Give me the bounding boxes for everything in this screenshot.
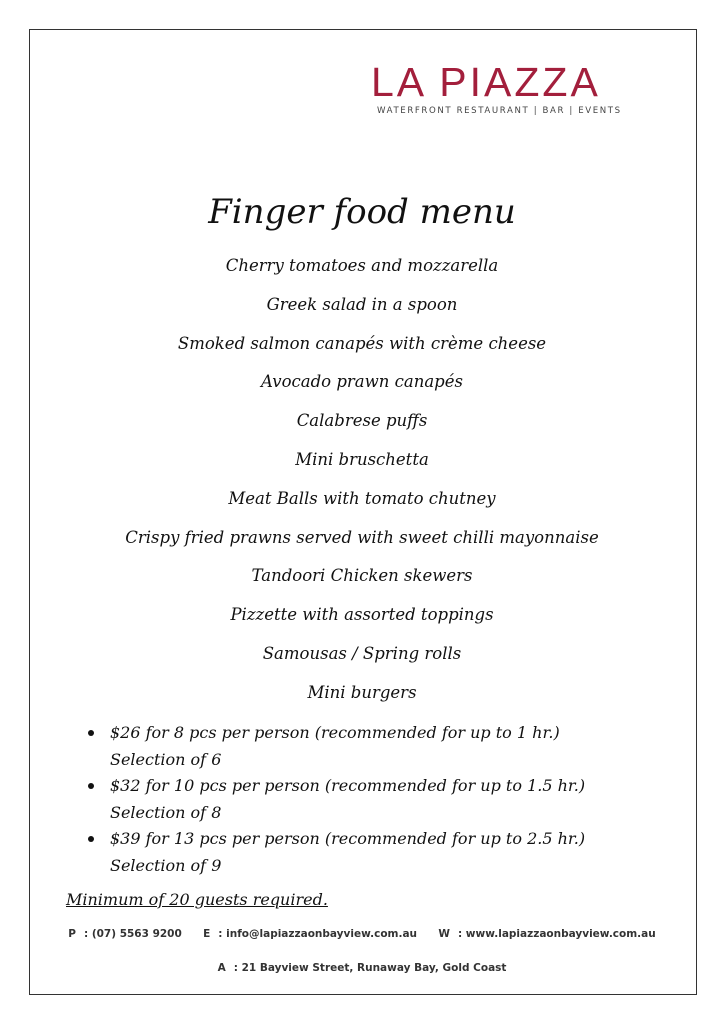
pricing-option [88,720,668,773]
bullet-icon [88,783,94,789]
menu-item: Avocado prawn canapés [261,372,463,392]
menu-item: Smoked salmon canapés with crème cheese [177,333,547,353]
menu-item: Meat Balls with tomato chutney [228,488,496,508]
menu-item: Calabrese puffs [296,411,428,431]
menu-item: Cherry tomatoes and mozzarella [225,256,499,275]
web-label: W [438,928,450,940]
page-title: Finger food menu [208,192,516,232]
menu-item: Pizzette with assorted toppings [230,605,494,625]
menu-item: Crispy fried prawns served with sweet chilli mayonnaise [125,527,599,547]
phone-number: (07) 5563 9200 [91,928,182,940]
street-address: 21 Bayview Street, Runaway Bay, Gold Coast [241,962,507,974]
address-label: A [217,962,226,974]
pricing-option [88,826,668,879]
pricing-description: $39 for 13 pcs per person (recommended for up to 2.5 hr.) [110,829,586,848]
menu-item: Mini bruschetta [295,449,429,469]
pricing-selection: Selection of 9 [110,855,222,875]
pricing-list [88,720,668,879]
email-label: E [203,928,211,940]
menu-item: Tandoori Chicken skewers [251,566,473,586]
pricing-selection: Selection of 8 [110,802,222,822]
menu-item: Greek salad in a spoon [266,294,458,314]
email-address[interactable]: info@lapiazzaonbayview.com.au [226,928,418,940]
contact-row-primary [0,928,724,940]
phone-label: P [68,928,76,940]
colon-separator: : [218,928,223,940]
menu-item: Samousas / Spring rolls [262,643,462,663]
colon-separator: : [83,928,89,940]
bullet-icon [88,836,94,842]
logo-name: LA PIAZZA [371,59,601,105]
pricing-description: $26 for 8 pcs per person (recommended for up to 1 hr.) [110,723,560,742]
pricing-option [88,773,668,826]
minimum-guests-note: Minimum of 20 guests required. [66,890,328,909]
website-url[interactable]: www.lapiazzaonbayview.com.au [465,928,656,940]
colon-separator: : [233,962,238,974]
bullet-icon [88,730,94,736]
menu-item: Mini burgers [307,682,417,702]
pricing-description: $32 for 10 pcs per person (recommended for up to 1.5 hr.) [110,776,586,795]
menu-item-list [0,252,724,718]
contact-row-address [0,962,724,974]
colon-separator: : [457,928,463,940]
restaurant-logo [371,60,641,120]
pricing-selection: Selection of 6 [110,749,222,769]
logo-tagline: WATERFRONT RESTAURANT | BAR | EVENTS [377,106,622,116]
